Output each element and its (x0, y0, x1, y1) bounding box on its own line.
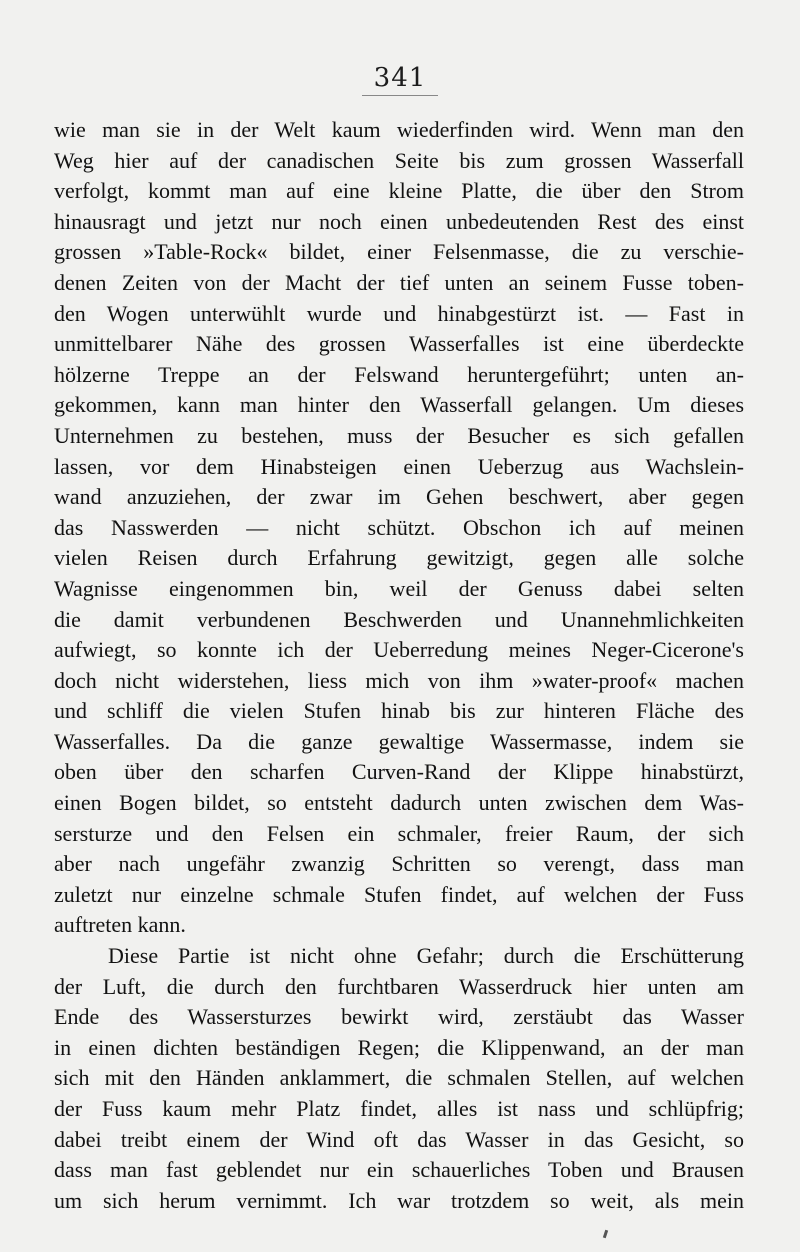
text-line: Unternehmen zu bestehen, muss der Besucher es sich gefallen (54, 422, 744, 448)
text-line: dass man fast geblendet nur ein schauerliches Toben und Brausen (54, 1157, 744, 1183)
text-line: oben über den scharfen Curven-Rand der Klippe hinabstürzt, (54, 759, 744, 785)
text-line: doch nicht widerstehen, liess mich von ihm »water-proof« machen (54, 667, 744, 693)
text-line: dabei treibt einem der Wind oft das Wasser in das Gesicht, so (54, 1126, 744, 1152)
text-line: unmittelbarer Nähe des grossen Wasserfalles ist eine überdeckte (54, 331, 744, 357)
text-line: Ende des Wassersturzes bewirkt wird, zerstäubt das Wasser (54, 1004, 744, 1030)
page-number: 341 (0, 63, 800, 96)
text-line: der Fuss kaum mehr Platz findet, alles ist nass und schlüpfrig; (54, 1096, 744, 1121)
text-line: sich mit den Händen anklammert, die schmalen Stellen, auf welchen (54, 1065, 744, 1091)
print-mark (603, 1230, 608, 1239)
text-line: Wagnisse eingenommen bin, weil der Genuss dabei selten (54, 575, 744, 601)
text-line: gekommen, kann man hinter den Wasserfall gelangen. Um dieses (54, 392, 744, 418)
text-line: denen Zeiten von der Macht der tief unten an seinem Fusse toben- (54, 269, 744, 295)
text-line: grossen »Table-Rock« bildet, einer Felsenmasse, die zu verschie- (54, 239, 744, 265)
text-line: den Wogen unterwühlt wurde und hinabgestürzt ist. — Fast in (54, 300, 744, 326)
text-line: aufwiegt, so konnte ich der Ueberredung meines Neger-Cicerone's (54, 637, 744, 663)
text-line: um sich herum vernimmt. Ich war trotzdem so weit, als mein (54, 1187, 744, 1213)
text-line: und schliff die vielen Stufen hinab bis zur hinteren Fläche des (54, 698, 744, 724)
text-line: auftreten kann. (54, 912, 186, 938)
text-line: wand anzuziehen, der zwar im Gehen beschwert, aber gegen (54, 484, 744, 510)
text-line: hinausragt und jetzt nur noch einen unbedeutenden Rest des einst (54, 208, 744, 234)
text-line: zuletzt nur einzelne schmale Stufen findet, auf welchen der Fuss (54, 881, 744, 907)
text-line: in einen dichten beständigen Regen; die Klippenwand, an der man (54, 1034, 744, 1060)
text-line: Wasserfalles. Da die ganze gewaltige Wassermasse, indem sie (54, 728, 744, 754)
text-line: das Nasswerden — nicht schützt. Obschon ich auf meinen (54, 514, 744, 540)
text-line: die damit verbundenen Beschwerden und Unannehmlichkeiten (54, 606, 744, 632)
text-line: sersturze und den Felsen ein schmaler, freier Raum, der sich (54, 820, 744, 846)
text-line: aber nach ungefähr zwanzig Schritten so verengt, dass man (54, 851, 744, 877)
text-line: Diese Partie ist nicht ohne Gefahr; durch die Erschütterung (108, 943, 744, 969)
text-line: verfolgt, kommt man auf eine kleine Platte, die über den Strom (54, 178, 744, 204)
text-line: einen Bogen bildet, so entsteht dadurch unten zwischen dem Was- (54, 790, 744, 816)
body-text (54, 115, 744, 1216)
text-line: Weg hier auf der canadischen Seite bis zum grossen Wasserfall (54, 147, 744, 173)
text-line: wie man sie in der Welt kaum wiederfinden wird. Wenn man den (54, 117, 744, 142)
text-line: hölzerne Treppe an der Felswand heruntergeführt; unten an- (54, 361, 744, 387)
text-line: vielen Reisen durch Erfahrung gewitzigt, gegen alle solche (54, 545, 744, 571)
text-line: der Luft, die durch den furchtbaren Wasserdruck hier unten am (54, 973, 744, 999)
text-line: lassen, vor dem Hinabsteigen einen Ueberzug aus Wachslein- (54, 453, 744, 479)
